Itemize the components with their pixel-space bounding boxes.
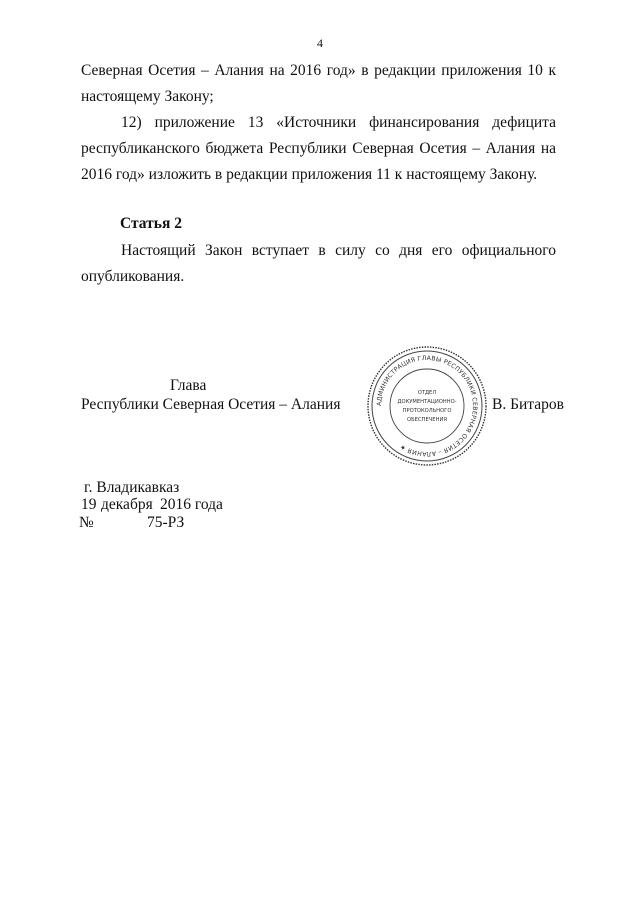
signature-position-line2: Республики Северная Осетия – Алания xyxy=(81,396,341,413)
footer-date-month: декабря xyxy=(101,496,153,513)
footer-number-sign: № xyxy=(79,514,94,531)
paragraph-text: Северная Осетия – Алания на 2016 год» в редакции приложения 10 к настоящему Закону; xyxy=(81,62,556,105)
article-title: Статья 2 xyxy=(120,215,182,232)
svg-text:АДМИНИСТРАЦИЯ ГЛАВЫ РЕСПУБЛИКИ: АДМИНИСТРАЦИЯ ГЛАВЫ РЕСПУБЛИКИ СЕВЕРНАЯ ОСЕТИЯ – АЛАНИЯ ★ xyxy=(375,354,479,458)
footer-city: г. Владикавказ xyxy=(84,479,180,496)
signature-position-line1: Глава xyxy=(170,377,207,394)
page-number: 4 xyxy=(317,36,323,50)
paragraph-text: 12) приложение 13 «Источники финансирования дефицита республиканского бюджета Республики Северная Осетия – Алания на 2016 год» изложить в редакции приложения 11 к настоящему Закону. xyxy=(81,114,556,183)
official-seal-stamp xyxy=(366,345,488,467)
footer-date-year: 2016 года xyxy=(160,496,223,513)
svg-text:ОТДЕЛ: ОТДЕЛ xyxy=(417,390,437,396)
svg-text:ДОКУМЕНТАЦИОННО-: ДОКУМЕНТАЦИОННО- xyxy=(397,399,457,405)
footer-date-day: 19 xyxy=(81,496,97,513)
article-text: Настоящий Закон вступает в силу со дня его официального опубликования. xyxy=(81,242,556,285)
footer-law-number: 75-РЗ xyxy=(147,514,185,531)
paragraph-continuation xyxy=(81,58,556,110)
paragraph-item-12 xyxy=(81,110,556,188)
svg-text:ОБЕСПЕЧЕНИЯ: ОБЕСПЕЧЕНИЯ xyxy=(407,417,447,423)
signature-name: В. Битаров xyxy=(492,396,564,413)
svg-text:ПРОТОКОЛЬНОГО: ПРОТОКОЛЬНОГО xyxy=(402,408,452,414)
article-body xyxy=(81,238,556,290)
